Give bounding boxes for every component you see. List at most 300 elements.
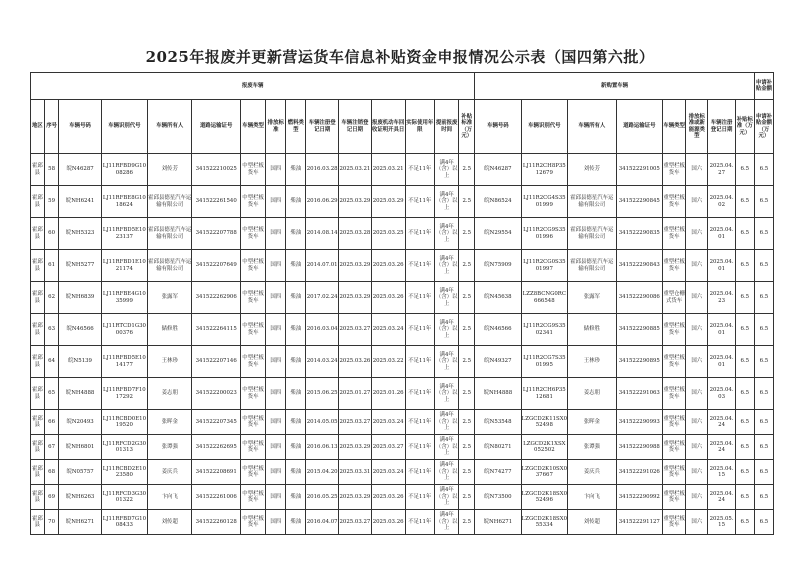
cell-n-license: 341522290988 — [616, 435, 662, 460]
cell-owner: 霍邱县德星汽车运输有限公司 — [148, 186, 192, 218]
cell-cert: 2025.03.26 — [371, 250, 405, 282]
cell-area: 霍邱县 — [31, 186, 45, 218]
cell-n-license: 341522290845 — [616, 186, 662, 218]
col-new-vin: 车辆识别代号 — [521, 100, 567, 154]
col-plate: 车辆号码 — [59, 100, 101, 154]
table-row — [31, 435, 774, 460]
cell-owner: 霍邱县德星汽车运输有限公司 — [148, 218, 192, 250]
cell-n-vin: LZGCD2K10SX037667 — [521, 460, 567, 485]
cell-vin: LJ11RCBD0E1019520 — [101, 410, 147, 435]
cell-owner: 张露军 — [148, 282, 192, 314]
cell-cert: 2025.03.24 — [371, 460, 405, 485]
col-new-type: 车辆类型 — [663, 100, 686, 154]
cell-n-reg: 2025.04.01 — [708, 346, 735, 378]
cell-term: 满4年（含）以上 — [435, 250, 459, 282]
cell-n-type: 重型栏板货车 — [663, 186, 686, 218]
cell-area: 霍邱县 — [31, 154, 45, 186]
group-scrap: 报废车辆 — [31, 73, 475, 100]
cell-term: 满4年（含）以上 — [435, 154, 459, 186]
cell-reg: 2016.06.29 — [306, 186, 339, 218]
cell-sub: 2.5 — [459, 154, 475, 186]
cell-seq: 59 — [44, 186, 59, 218]
cell-std: 国四 — [266, 314, 286, 346]
cell-type: 中型栏板货车 — [240, 378, 265, 410]
cell-type: 中型栏板货车 — [240, 154, 265, 186]
cell-license: 341522262906 — [192, 282, 241, 314]
cell-n-sub: 6.5 — [735, 378, 754, 410]
cell-seq: 58 — [44, 154, 59, 186]
cell-n-sub: 6.5 — [735, 186, 754, 218]
cell-sub: 2.5 — [459, 346, 475, 378]
table-row — [31, 186, 774, 218]
cell-type: 中型栏板货车 — [240, 510, 265, 535]
page-title: 2025年报废并更新营运货车信息补贴资金申报情况公示表（国四第六批） — [145, 48, 655, 66]
cell-cancel: 2025.03.29 — [339, 186, 372, 218]
cell-vin: LJ11RFBE8G1018624 — [101, 186, 147, 218]
cell-cancel: 2025.01.27 — [339, 378, 372, 410]
group-new: 新购置车辆 — [475, 73, 755, 100]
cell-n-license: 341522290835 — [616, 218, 662, 250]
cell-type: 中型栏板货车 — [240, 250, 265, 282]
cell-used: 不足11年 — [405, 485, 435, 510]
cell-type: 中型栏板货车 — [240, 218, 265, 250]
col-new-amount: 申请补贴金额（万元） — [754, 100, 773, 154]
cell-n-std: 国六 — [686, 186, 708, 218]
cell-area: 霍邱县 — [31, 378, 45, 410]
cell-n-owner: 刘传超 — [568, 510, 617, 535]
col-cancel: 车辆注销登记日期 — [339, 100, 372, 154]
cell-fuel: 柴油 — [286, 186, 306, 218]
cell-n-vin: LJ11R2CG4S3501999 — [521, 186, 567, 218]
cell-seq: 60 — [44, 218, 59, 250]
cell-n-sub: 6.5 — [735, 314, 754, 346]
cell-n-amount: 6.5 — [754, 218, 773, 250]
cell-plate: 皖N46566 — [59, 314, 101, 346]
cell-plate: 皖NH6241 — [59, 186, 101, 218]
cell-vin: LJ11RFBD1E1021174 — [101, 250, 147, 282]
col-vin: 车辆识别代号 — [101, 100, 147, 154]
cell-license: 341522260128 — [192, 510, 241, 535]
cell-reg: 2014.08.14 — [306, 218, 339, 250]
cell-used: 不足11年 — [405, 154, 435, 186]
col-std: 排放标准 — [266, 100, 286, 154]
cell-used: 不足11年 — [405, 460, 435, 485]
cell-cert: 2025.03.27 — [371, 435, 405, 460]
cell-plate: 皖NH6263 — [59, 485, 101, 510]
cell-n-sub: 6.5 — [735, 435, 754, 460]
cell-n-plate: 皖N49327 — [475, 346, 521, 378]
column-header-row — [31, 100, 774, 154]
cell-n-owner: 王林珍 — [568, 346, 617, 378]
cell-cancel: 2025.03.29 — [339, 485, 372, 510]
col-reg: 车辆注册登记日期 — [306, 100, 339, 154]
cell-cancel: 2025.03.26 — [339, 346, 372, 378]
cell-owner: 姜庆兵 — [148, 460, 192, 485]
cell-fuel: 柴油 — [286, 250, 306, 282]
cell-n-reg: 2025.04.01 — [708, 218, 735, 250]
cell-n-plate: 皖N46566 — [475, 314, 521, 346]
cell-n-owner: 姜庆兵 — [568, 460, 617, 485]
cell-n-license: 341522290895 — [616, 346, 662, 378]
cell-used: 不足11年 — [405, 250, 435, 282]
cell-license: 341522261540 — [192, 186, 241, 218]
cell-license: 341522264115 — [192, 314, 241, 346]
cell-used: 不足11年 — [405, 378, 435, 410]
col-used: 实际使用年限 — [405, 100, 435, 154]
subsidy-table — [30, 72, 774, 535]
group-apply: 申请补贴金额 — [754, 73, 773, 100]
cell-std: 国四 — [266, 510, 286, 535]
cell-n-plate: 皖N45638 — [475, 282, 521, 314]
group-header-row — [31, 73, 774, 100]
cell-n-std: 国六 — [686, 378, 708, 410]
cell-vin: LJ11RTCD1G3000376 — [101, 314, 147, 346]
cell-n-type: 重型仓栅式货车 — [663, 282, 686, 314]
cell-area: 霍邱县 — [31, 314, 45, 346]
cell-owner: 霍邱县德星汽车运输有限公司 — [148, 250, 192, 282]
cell-n-sub: 6.5 — [735, 485, 754, 510]
cell-n-plate: 皖N46287 — [475, 154, 521, 186]
cell-n-amount: 6.5 — [754, 250, 773, 282]
cell-n-owner: 刘传芳 — [568, 154, 617, 186]
cell-n-amount: 6.5 — [754, 378, 773, 410]
cell-n-reg: 2025.05.15 — [708, 510, 735, 535]
cell-sub: 2.5 — [459, 435, 475, 460]
cell-term: 满4年（含）以上 — [435, 282, 459, 314]
cell-n-type: 重型栏板货车 — [663, 378, 686, 410]
cell-sub: 2.5 — [459, 378, 475, 410]
cell-n-vin: LJ11R2CG9S3502341 — [521, 314, 567, 346]
cell-reg: 2016.04.07 — [306, 510, 339, 535]
cell-n-std: 国六 — [686, 485, 708, 510]
cell-n-std: 国六 — [686, 510, 708, 535]
cell-seq: 69 — [44, 485, 59, 510]
table-row — [31, 314, 774, 346]
cell-n-type: 重型栏板货车 — [663, 410, 686, 435]
cell-n-plate: 皖N73500 — [475, 485, 521, 510]
cell-fuel: 柴油 — [286, 378, 306, 410]
cell-license: 341522207345 — [192, 410, 241, 435]
table-row — [31, 410, 774, 435]
cell-fuel: 柴油 — [286, 314, 306, 346]
cell-n-license: 341522290843 — [616, 250, 662, 282]
cell-n-vin: LZGCD2K11SX052498 — [521, 410, 567, 435]
cell-n-owner: 张晖金 — [568, 410, 617, 435]
cell-n-sub: 6.5 — [735, 346, 754, 378]
cell-area: 霍邱县 — [31, 435, 45, 460]
cell-cert: 2025.03.24 — [371, 410, 405, 435]
cell-std: 国四 — [266, 250, 286, 282]
cell-reg: 2016.05.25 — [306, 485, 339, 510]
cell-seq: 68 — [44, 460, 59, 485]
cell-n-owner: 卞向飞 — [568, 485, 617, 510]
cell-reg: 2015.06.25 — [306, 378, 339, 410]
cell-n-plate: 皖NH6271 — [475, 510, 521, 535]
cell-cert: 2025.03.21 — [371, 154, 405, 186]
cell-cancel: 2025.03.28 — [339, 218, 372, 250]
cell-seq: 64 — [44, 346, 59, 378]
cell-reg: 2017.02.24 — [306, 282, 339, 314]
col-new-license: 道路运输证号 — [616, 100, 662, 154]
cell-cancel: 2025.03.31 — [339, 460, 372, 485]
cell-fuel: 柴油 — [286, 410, 306, 435]
cell-n-amount: 6.5 — [754, 186, 773, 218]
cell-cert: 2025.03.29 — [371, 186, 405, 218]
cell-plate: 皖NH6801 — [59, 435, 101, 460]
cell-vin: LJ11RFBD7G1008433 — [101, 510, 147, 535]
cell-owner: 卞向飞 — [148, 485, 192, 510]
cell-used: 不足11年 — [405, 435, 435, 460]
cell-cert: 2025.03.26 — [371, 282, 405, 314]
cell-fuel: 柴油 — [286, 460, 306, 485]
col-fuel: 燃料类型 — [286, 100, 306, 154]
cell-area: 霍邱县 — [31, 510, 45, 535]
cell-n-vin: LZGCD2K18SX052496 — [521, 485, 567, 510]
cell-std: 国四 — [266, 186, 286, 218]
cell-n-reg: 2025.04.01 — [708, 314, 735, 346]
cell-n-owner: 霍邱县德星汽车运输有限公司 — [568, 218, 617, 250]
cell-n-amount: 6.5 — [754, 154, 773, 186]
cell-owner: 刘传芳 — [148, 154, 192, 186]
cell-n-vin: LJ11R2CG7S3501995 — [521, 346, 567, 378]
cell-n-std: 国六 — [686, 250, 708, 282]
cell-seq: 65 — [44, 378, 59, 410]
cell-area: 霍邱县 — [31, 218, 45, 250]
cell-n-license: 341522291005 — [616, 154, 662, 186]
cell-n-plate: 皖N86524 — [475, 186, 521, 218]
cell-n-amount: 6.5 — [754, 346, 773, 378]
cell-reg: 2016.03.28 — [306, 154, 339, 186]
cell-n-std: 国六 — [686, 154, 708, 186]
cell-cancel: 2025.03.29 — [339, 250, 372, 282]
cell-seq: 62 — [44, 282, 59, 314]
cell-owner: 储修胜 — [148, 314, 192, 346]
table-body — [31, 154, 774, 535]
cell-plate: 皖N5139 — [59, 346, 101, 378]
cell-plate: 皖NH5277 — [59, 250, 101, 282]
cell-plate: 皖NH6839 — [59, 282, 101, 314]
cell-n-amount: 6.5 — [754, 510, 773, 535]
cell-std: 国四 — [266, 378, 286, 410]
cell-cert: 2025.03.24 — [371, 314, 405, 346]
cell-cancel: 2025.03.21 — [339, 154, 372, 186]
cell-used: 不足11年 — [405, 314, 435, 346]
cell-n-amount: 6.5 — [754, 485, 773, 510]
cell-plate: 皖NH6271 — [59, 510, 101, 535]
cell-n-license: 341522290086 — [616, 282, 662, 314]
col-owner: 车辆所有人 — [148, 100, 192, 154]
cell-fuel: 柴油 — [286, 485, 306, 510]
cell-n-license: 341522291127 — [616, 510, 662, 535]
cell-cancel: 2025.03.27 — [339, 510, 372, 535]
cell-n-license: 341522290885 — [616, 314, 662, 346]
cell-sub: 2.5 — [459, 282, 475, 314]
table-row — [31, 218, 774, 250]
cell-sub: 2.5 — [459, 485, 475, 510]
cell-n-std: 国六 — [686, 346, 708, 378]
cell-used: 不足11年 — [405, 410, 435, 435]
cell-n-license: 341522291026 — [616, 460, 662, 485]
cell-type: 中型栏板货车 — [240, 282, 265, 314]
cell-n-plate: 皖N75909 — [475, 250, 521, 282]
cell-seq: 67 — [44, 435, 59, 460]
cell-vin: LJ11RCBD2E1023580 — [101, 460, 147, 485]
cell-n-amount: 6.5 — [754, 435, 773, 460]
col-new-sub: 补贴标准（万元） — [735, 100, 754, 154]
cell-n-owner: 姜志朋 — [568, 378, 617, 410]
col-area: 地区 — [31, 100, 45, 154]
cell-std: 国四 — [266, 460, 286, 485]
cell-term: 满4年（含）以上 — [435, 410, 459, 435]
cell-n-vin: LJ11R2CH8P3512679 — [521, 154, 567, 186]
table-row — [31, 346, 774, 378]
cell-n-std: 国六 — [686, 435, 708, 460]
cell-sub: 2.5 — [459, 460, 475, 485]
cell-reg: 2014.03.24 — [306, 346, 339, 378]
cell-term: 满4年（含）以上 — [435, 435, 459, 460]
cell-n-plate: 皖N29554 — [475, 218, 521, 250]
cell-sub: 2.5 — [459, 218, 475, 250]
cell-n-owner: 霍邱县德星汽车运输有限公司 — [568, 250, 617, 282]
cell-std: 国四 — [266, 346, 286, 378]
cell-n-sub: 6.5 — [735, 510, 754, 535]
col-sub: 补贴标准（万元） — [459, 100, 475, 154]
cell-area: 霍邱县 — [31, 250, 45, 282]
cell-n-amount: 6.5 — [754, 314, 773, 346]
cell-std: 国四 — [266, 485, 286, 510]
cell-type: 中型栏板货车 — [240, 460, 265, 485]
cell-owner: 张晖金 — [148, 410, 192, 435]
cell-seq: 61 — [44, 250, 59, 282]
cell-area: 霍邱县 — [31, 346, 45, 378]
col-cert: 报废机动车回收证明开具日 — [371, 100, 405, 154]
cell-reg: 2015.04.20 — [306, 460, 339, 485]
cell-n-sub: 6.5 — [735, 410, 754, 435]
cell-license: 341522207788 — [192, 218, 241, 250]
cell-used: 不足11年 — [405, 218, 435, 250]
cell-type: 中型栏板货车 — [240, 186, 265, 218]
col-new-owner: 车辆所有人 — [568, 100, 617, 154]
cell-n-std: 国六 — [686, 460, 708, 485]
cell-vin: LJ11RFCD2G3001313 — [101, 435, 147, 460]
cell-n-reg: 2025.04.02 — [708, 186, 735, 218]
cell-fuel: 柴油 — [286, 346, 306, 378]
cell-n-sub: 6.5 — [735, 250, 754, 282]
cell-reg: 2014.07.01 — [306, 250, 339, 282]
cell-std: 国四 — [266, 435, 286, 460]
cell-type: 中型栏板货车 — [240, 435, 265, 460]
cell-license: 341522200023 — [192, 378, 241, 410]
cell-sub: 2.5 — [459, 186, 475, 218]
cell-license: 341522210025 — [192, 154, 241, 186]
cell-fuel: 柴油 — [286, 435, 306, 460]
cell-n-plate: 皖N53548 — [475, 410, 521, 435]
cell-n-type: 重型栏板货车 — [663, 510, 686, 535]
table-row — [31, 378, 774, 410]
cell-area: 霍邱县 — [31, 282, 45, 314]
cell-n-amount: 6.5 — [754, 282, 773, 314]
col-type: 车辆类型 — [240, 100, 265, 154]
cell-license: 341522208691 — [192, 460, 241, 485]
cell-sub: 2.5 — [459, 410, 475, 435]
cell-n-type: 重型栏板货车 — [663, 314, 686, 346]
cell-cancel: 2025.03.29 — [339, 435, 372, 460]
cell-vin: LJ11RFBD9G1008286 — [101, 154, 147, 186]
col-license: 道路运输证号 — [192, 100, 241, 154]
cell-license: 341522262695 — [192, 435, 241, 460]
cell-n-reg: 2025.04.15 — [708, 460, 735, 485]
cell-sub: 2.5 — [459, 510, 475, 535]
cell-n-std: 国六 — [686, 282, 708, 314]
cell-n-type: 重型栏板货车 — [663, 218, 686, 250]
cell-plate: 皖N46287 — [59, 154, 101, 186]
cell-cancel: 2025.03.27 — [339, 410, 372, 435]
cell-std: 国四 — [266, 218, 286, 250]
cell-term: 满4年（含）以上 — [435, 460, 459, 485]
cell-term: 满4年（含）以上 — [435, 346, 459, 378]
cell-n-reg: 2025.04.03 — [708, 378, 735, 410]
cell-seq: 63 — [44, 314, 59, 346]
cell-n-reg: 2025.04.01 — [708, 250, 735, 282]
col-term: 提前报废时间 — [435, 100, 459, 154]
cell-vin: LJ11RFBD5E1014177 — [101, 346, 147, 378]
cell-vin: LJ11RFCD3G3001322 — [101, 485, 147, 510]
cell-n-type: 重型栏板货车 — [663, 250, 686, 282]
cell-term: 满4年（含）以上 — [435, 314, 459, 346]
cell-seq: 66 — [44, 410, 59, 435]
cell-n-vin: LJ11R2CG0S3501997 — [521, 250, 567, 282]
cell-n-plate: 皖N74277 — [475, 460, 521, 485]
cell-owner: 张谭强 — [148, 435, 192, 460]
cell-n-type: 重型栏板货车 — [663, 346, 686, 378]
cell-used: 不足11年 — [405, 186, 435, 218]
cell-fuel: 柴油 — [286, 510, 306, 535]
cell-cert: 2025.03.25 — [371, 218, 405, 250]
cell-cert: 2025.03.22 — [371, 346, 405, 378]
cell-cert: 2025.03.26 — [371, 485, 405, 510]
cell-n-owner: 张露军 — [568, 282, 617, 314]
cell-fuel: 柴油 — [286, 282, 306, 314]
cell-reg: 2014.05.05 — [306, 410, 339, 435]
cell-owner: 刘传超 — [148, 510, 192, 535]
cell-type: 中型栏板货车 — [240, 346, 265, 378]
col-new-plate: 车辆号码 — [475, 100, 521, 154]
table-row — [31, 154, 774, 186]
cell-vin: LJ11RFBE4G1035999 — [101, 282, 147, 314]
cell-n-type: 重型栏板货车 — [663, 460, 686, 485]
cell-fuel: 柴油 — [286, 154, 306, 186]
cell-plate: 皖NH4888 — [59, 378, 101, 410]
cell-n-plate: 皖N80271 — [475, 435, 521, 460]
table-row — [31, 510, 774, 535]
cell-n-amount: 6.5 — [754, 460, 773, 485]
cell-type: 中型栏板货车 — [240, 485, 265, 510]
cell-n-reg: 2025.04.24 — [708, 435, 735, 460]
cell-cert: 2025.01.26 — [371, 378, 405, 410]
cell-cancel: 2025.03.29 — [339, 282, 372, 314]
cell-n-sub: 6.5 — [735, 218, 754, 250]
cell-n-reg: 2025.04.24 — [708, 410, 735, 435]
cell-n-license: 341522291063 — [616, 378, 662, 410]
cell-n-sub: 6.5 — [735, 282, 754, 314]
cell-area: 霍邱县 — [31, 485, 45, 510]
cell-n-type: 重型栏板货车 — [663, 485, 686, 510]
cell-n-reg: 2025.04.27 — [708, 154, 735, 186]
cell-reg: 2016.06.13 — [306, 435, 339, 460]
cell-n-vin: LZZ8BCNG0RC666548 — [521, 282, 567, 314]
cell-n-vin: LZGCD2K18SX055334 — [521, 510, 567, 535]
cell-n-std: 国六 — [686, 218, 708, 250]
